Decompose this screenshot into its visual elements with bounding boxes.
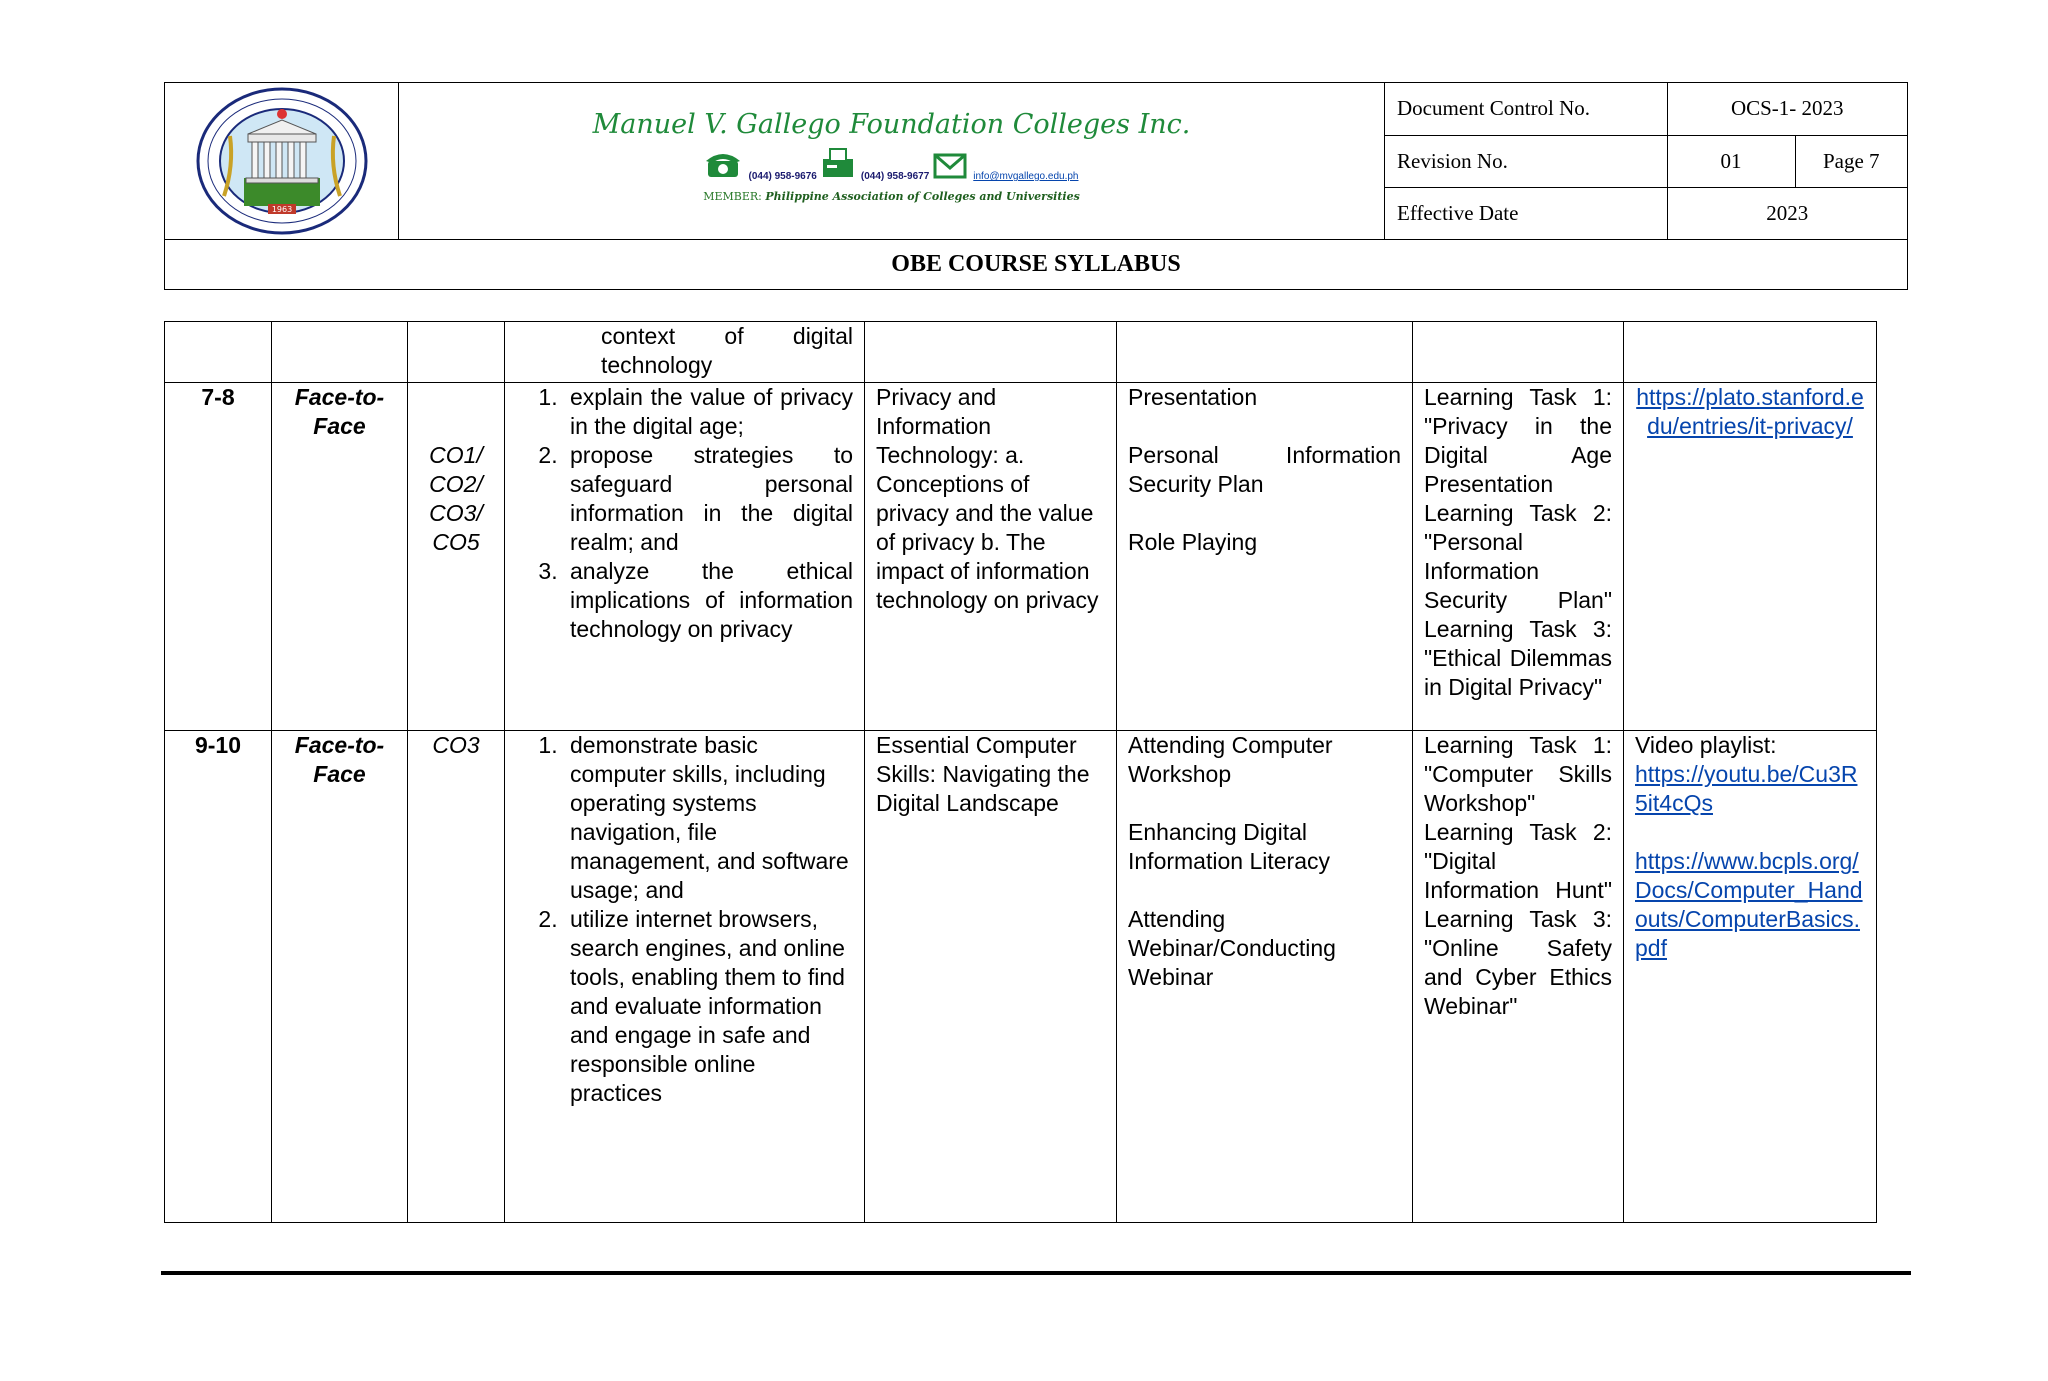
activity-item: Presentation xyxy=(1128,384,1258,410)
resource-link[interactable]: https://plato.stanford.edu/entries/it-privacy/ xyxy=(1636,384,1864,439)
doc-control-value: OCS-1- 2023 xyxy=(1667,83,1907,135)
logo-cell xyxy=(165,83,399,239)
syllabus-table xyxy=(164,321,1877,1223)
fax-number: (044) 958-9677 xyxy=(860,171,930,182)
activities-cell xyxy=(1117,731,1413,1223)
co-cell: CO1/ CO2/ CO3/ CO5 xyxy=(408,383,505,731)
telephone-icon xyxy=(704,149,742,182)
effective-date-label: Effective Date xyxy=(1385,187,1667,239)
resource-link[interactable]: https://www.bcpls.org/Docs/Computer_Handouts/ComputerBasics.pdf xyxy=(1635,848,1863,961)
co-cell xyxy=(408,322,505,383)
outcomes-list xyxy=(516,731,853,1108)
revision-label: Revision No. xyxy=(1385,135,1667,187)
college-name: Manuel V. Gallego Foundation Colleges Inc. xyxy=(592,109,1191,140)
member-organization: Philippine Association of Colleges and Universities xyxy=(765,190,1080,203)
assessment-cell: Learning Task 1: "Privacy in the Digital Age Presentation Learning Task 2: "Personal Information Security Plan" Learning Task 3: "Ethical Dilemmas in Digital Privacy" xyxy=(1413,383,1624,731)
list-item: 1. explain the value of privacy in the digital age; xyxy=(564,383,853,441)
revision-value: 01 xyxy=(1667,135,1795,187)
document-title: OBE COURSE SYLLABUS xyxy=(165,239,1907,289)
assessment-cell xyxy=(1413,322,1624,383)
activity-item: Attending Computer Workshop xyxy=(1128,732,1333,787)
activity-item: Attending Webinar/Conducting Webinar xyxy=(1128,906,1336,990)
assessment-cell: Learning Task 1: "Computer Skills Workshop" Learning Task 2: "Digital Information Hunt" Learning Task 3: "Online Safety and Cyber Ethics Webinar" xyxy=(1413,731,1624,1223)
resources-cell xyxy=(1624,322,1877,383)
mode-cell: Face-to-Face xyxy=(272,383,408,731)
college-identity xyxy=(399,83,1385,239)
activities-cell xyxy=(1117,383,1413,731)
document-control-table xyxy=(1385,83,1907,239)
outcomes-cell xyxy=(505,322,865,383)
resources-cell xyxy=(1624,731,1877,1223)
document-header xyxy=(164,82,1908,290)
week-cell: 7-8 xyxy=(165,383,272,731)
activity-item: Role Playing xyxy=(1128,529,1258,555)
member-prefix: MEMBER: xyxy=(703,190,762,203)
fax-icon xyxy=(821,147,855,182)
activity-item: Enhancing Digital Information Literacy xyxy=(1128,819,1330,874)
outcomes-list xyxy=(516,383,853,644)
list-item: 3. analyze the ethical implications of information technology on privacy xyxy=(564,557,853,644)
list-item: 1. demonstrate basic computer skills, including operating systems navigation, file management, and software usage; and xyxy=(564,731,853,905)
page-number: Page 7 xyxy=(1795,135,1907,187)
membership-line xyxy=(399,190,1384,203)
list-item: 2. utilize internet browsers, search engines, and online tools, enabling them to find and evaluate information and engage in safe and responsible online practices xyxy=(564,905,853,1108)
table-row xyxy=(165,322,1877,383)
phone-number: (044) 958-9676 xyxy=(748,171,817,182)
college-seal-logo xyxy=(194,86,370,236)
outcomes-cell xyxy=(505,731,865,1223)
footer-divider xyxy=(161,1271,1911,1275)
email-link[interactable]: info@mvgallego.edu.ph xyxy=(973,171,1079,182)
outcomes-continuation: context of digital technology xyxy=(601,323,853,378)
topic-cell xyxy=(865,322,1117,383)
outcomes-cell xyxy=(505,383,865,731)
mode-cell: Face-to-Face xyxy=(272,731,408,1223)
activities-cell xyxy=(1117,322,1413,383)
resource-label: Video playlist: xyxy=(1635,732,1777,758)
doc-control-label: Document Control No. xyxy=(1385,83,1667,135)
topic-cell: Essential Computer Skills: Navigating the Digital Landscape xyxy=(865,731,1117,1223)
table-row xyxy=(165,731,1877,1223)
week-cell xyxy=(165,322,272,383)
activity-item: Personal Information Security Plan xyxy=(1128,442,1401,497)
mode-cell xyxy=(272,322,408,383)
table-row xyxy=(165,383,1877,731)
effective-date-value: 2023 xyxy=(1766,200,1809,225)
mail-icon xyxy=(933,153,967,182)
week-cell: 9-10 xyxy=(165,731,272,1223)
svg-text:1963: 1963 xyxy=(271,205,292,214)
topic-cell: Privacy and Information Technology: a. Conceptions of privacy and the value of privacy b. The impact of information technology on privacy xyxy=(865,383,1117,731)
list-item: 2. propose strategies to safeguard personal information in the digital realm; and xyxy=(564,441,853,557)
resource-link[interactable]: https://youtu.be/Cu3R5it4cQs xyxy=(1635,761,1858,816)
co-cell: CO3 xyxy=(408,731,505,1223)
resources-cell xyxy=(1624,383,1877,731)
contact-line xyxy=(399,147,1384,182)
